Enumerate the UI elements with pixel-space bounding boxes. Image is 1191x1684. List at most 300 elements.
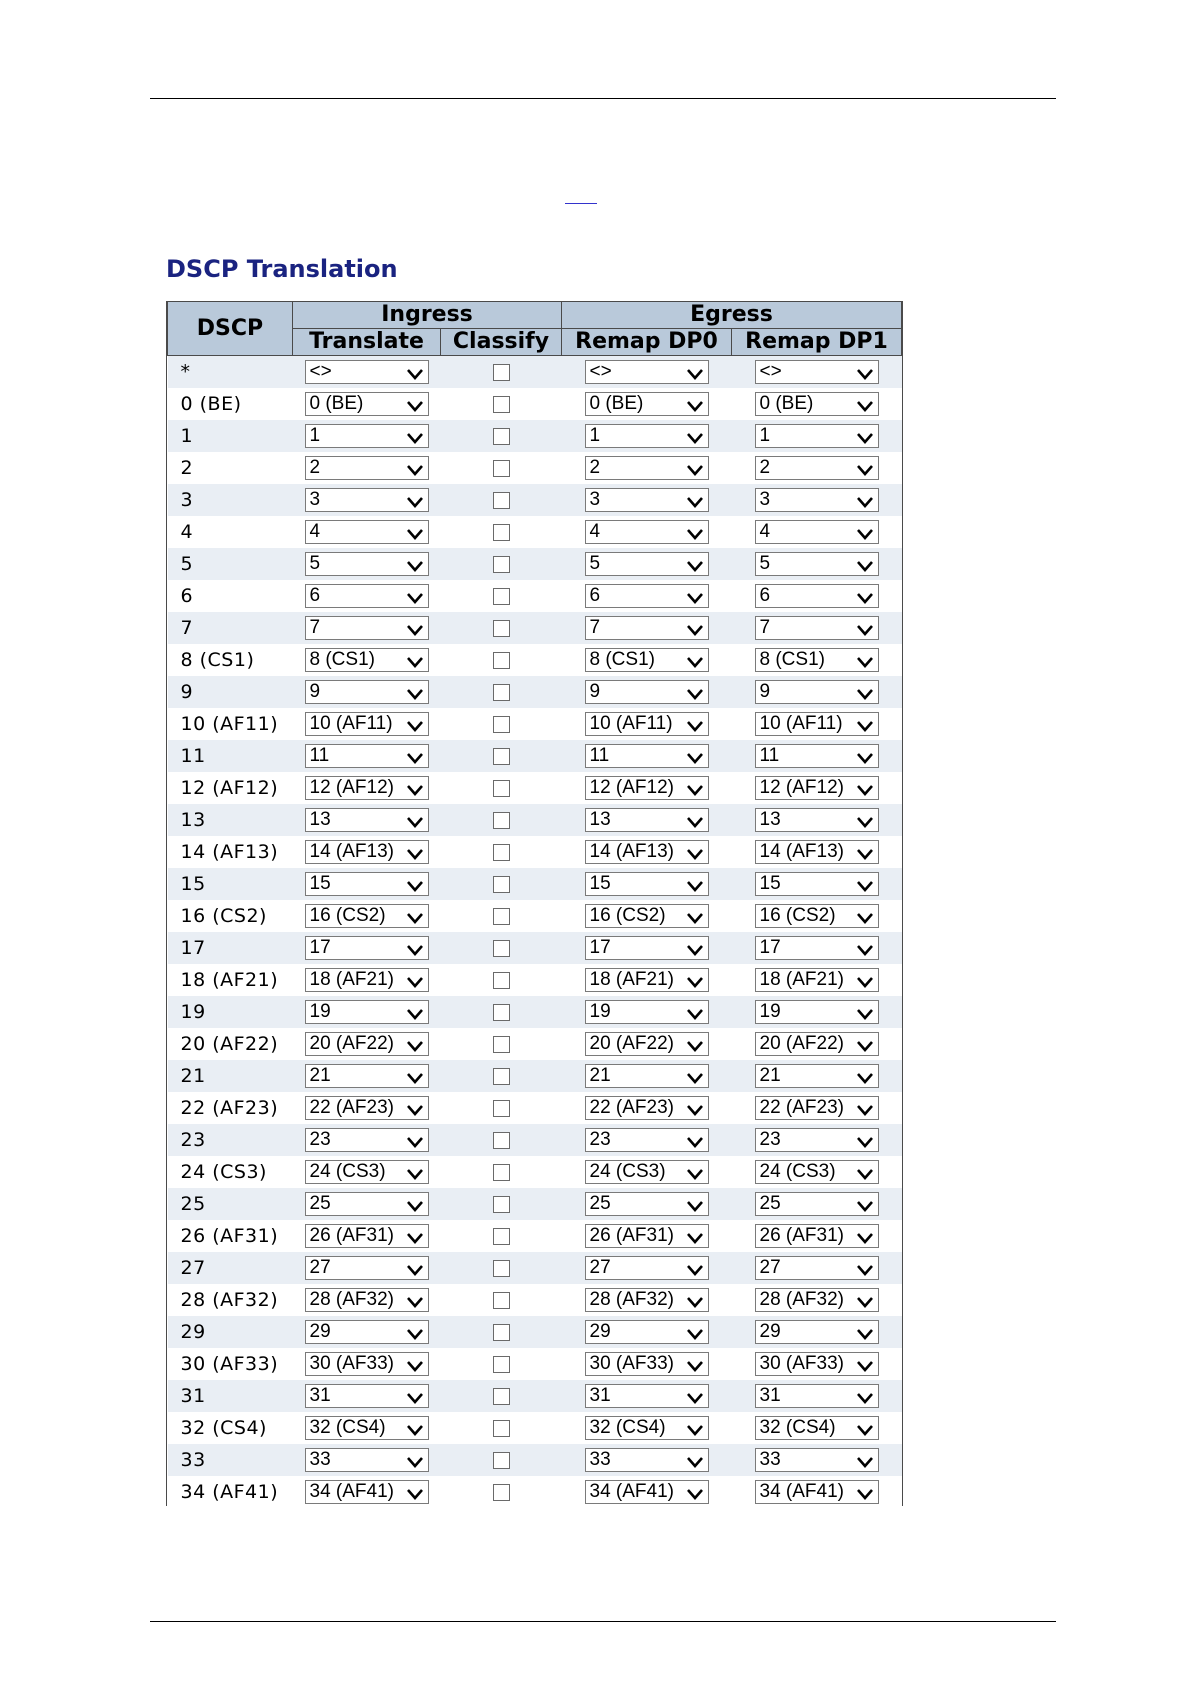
remap-dp0-value: 24 (CS3) xyxy=(589,1161,666,1182)
chevron-down-icon xyxy=(406,460,424,474)
translate-select[interactable] xyxy=(305,1192,429,1216)
chevron-down-icon xyxy=(686,812,704,826)
remap-dp0-cell xyxy=(562,612,732,644)
remap-dp0-select[interactable] xyxy=(585,1416,709,1440)
classify-checkbox[interactable] xyxy=(493,1132,510,1149)
remap-dp1-select[interactable] xyxy=(755,936,879,960)
remap-dp0-cell xyxy=(562,708,732,740)
remap-dp0-select[interactable] xyxy=(585,776,709,800)
translate-select[interactable] xyxy=(305,360,429,384)
translate-value: 0 (BE) xyxy=(309,393,364,414)
translate-select[interactable] xyxy=(305,1224,429,1248)
classify-checkbox[interactable] xyxy=(493,876,510,893)
translate-select[interactable] xyxy=(305,1384,429,1408)
remap-dp0-select[interactable] xyxy=(585,1064,709,1088)
remap-dp1-select[interactable] xyxy=(755,1224,879,1248)
remap-dp1-select[interactable] xyxy=(755,712,879,736)
remap-dp1-value: 12 (AF12) xyxy=(759,777,844,798)
remap-dp0-cell xyxy=(562,1092,732,1124)
dscp-label: 32 (CS4) xyxy=(168,1412,293,1444)
dscp-label: 16 (CS2) xyxy=(168,900,293,932)
remap-dp1-select[interactable] xyxy=(755,616,879,640)
translate-cell xyxy=(293,1092,441,1124)
table-row xyxy=(168,932,902,964)
translate-select[interactable] xyxy=(305,1352,429,1376)
chevron-down-icon xyxy=(856,1196,874,1210)
remap-dp0-value: 33 xyxy=(589,1449,611,1470)
remap-dp1-cell xyxy=(732,1316,902,1348)
remap-dp0-value: 32 (CS4) xyxy=(589,1417,666,1438)
translate-select[interactable] xyxy=(305,1416,429,1440)
chevron-down-icon xyxy=(856,620,874,634)
remap-dp0-select[interactable] xyxy=(585,968,709,992)
table-row xyxy=(168,1476,902,1506)
remap-dp1-value: 8 (CS1) xyxy=(759,649,825,670)
table-row xyxy=(168,1380,902,1412)
classify-checkbox[interactable] xyxy=(493,396,510,413)
remap-dp1-value: 26 (AF31) xyxy=(759,1225,844,1246)
remap-dp0-cell xyxy=(562,484,732,516)
remap-dp0-cell xyxy=(562,1252,732,1284)
table-row xyxy=(168,516,902,548)
classify-cell xyxy=(441,900,562,932)
remap-dp1-value: 14 (AF13) xyxy=(759,841,844,862)
classify-checkbox[interactable] xyxy=(493,1356,510,1373)
header-rule xyxy=(150,98,1056,99)
remap-dp0-value: 0 (BE) xyxy=(589,393,644,414)
table-row xyxy=(168,900,902,932)
classify-checkbox[interactable] xyxy=(493,364,510,381)
table-row xyxy=(168,708,902,740)
classify-checkbox[interactable] xyxy=(493,1484,510,1501)
remap-dp0-cell xyxy=(562,1444,732,1476)
remap-dp1-value: <> xyxy=(759,361,782,382)
header-egress: Egress xyxy=(562,302,902,329)
remap-dp0-select[interactable] xyxy=(585,1448,709,1472)
remap-dp0-value: 26 (AF31) xyxy=(589,1225,674,1246)
chevron-down-icon xyxy=(406,876,424,890)
classify-cell xyxy=(441,836,562,868)
translate-select[interactable] xyxy=(305,744,429,768)
chevron-down-icon xyxy=(856,940,874,954)
classify-checkbox[interactable] xyxy=(493,972,510,989)
classify-cell xyxy=(441,548,562,580)
remap-dp0-cell xyxy=(562,1028,732,1060)
chevron-down-icon xyxy=(406,1004,424,1018)
remap-dp0-select[interactable] xyxy=(585,1256,709,1280)
remap-dp1-select[interactable] xyxy=(755,1128,879,1152)
dscp-label: 11 xyxy=(168,740,293,772)
chevron-down-icon xyxy=(406,652,424,666)
remap-dp0-select[interactable] xyxy=(585,936,709,960)
remap-dp1-cell xyxy=(732,996,902,1028)
classify-checkbox[interactable] xyxy=(493,1292,510,1309)
chevron-down-icon xyxy=(406,396,424,410)
remap-dp1-select[interactable] xyxy=(755,872,879,896)
remap-dp1-select[interactable] xyxy=(755,968,879,992)
remap-dp1-select[interactable] xyxy=(755,1032,879,1056)
classify-checkbox[interactable] xyxy=(493,1452,510,1469)
translate-select[interactable] xyxy=(305,1032,429,1056)
dscp-label: 31 xyxy=(168,1380,293,1412)
remap-dp1-select[interactable] xyxy=(755,1256,879,1280)
translate-select[interactable] xyxy=(305,616,429,640)
remap-dp0-select[interactable] xyxy=(585,680,709,704)
classify-checkbox[interactable] xyxy=(493,940,510,957)
translate-select[interactable] xyxy=(305,936,429,960)
classify-checkbox[interactable] xyxy=(493,1260,510,1277)
chevron-down-icon xyxy=(686,1324,704,1338)
remap-dp1-select[interactable] xyxy=(755,488,879,512)
chevron-down-icon xyxy=(686,780,704,794)
remap-dp0-select[interactable] xyxy=(585,1096,709,1120)
remap-dp0-select[interactable] xyxy=(585,712,709,736)
translate-select[interactable] xyxy=(305,552,429,576)
translate-value: 25 xyxy=(309,1193,331,1214)
chevron-down-icon xyxy=(856,780,874,794)
table-row xyxy=(168,964,902,996)
remap-dp1-cell xyxy=(732,1444,902,1476)
classify-checkbox[interactable] xyxy=(493,1068,510,1085)
translate-select[interactable] xyxy=(305,1128,429,1152)
remap-dp0-select[interactable] xyxy=(585,744,709,768)
chevron-down-icon xyxy=(856,1356,874,1370)
remap-dp0-select[interactable] xyxy=(585,552,709,576)
classify-cell xyxy=(441,804,562,836)
classify-cell xyxy=(441,868,562,900)
remap-dp1-select[interactable] xyxy=(755,808,879,832)
classify-checkbox[interactable] xyxy=(493,716,510,733)
classify-cell xyxy=(441,996,562,1028)
remap-dp1-cell xyxy=(732,836,902,868)
classify-checkbox[interactable] xyxy=(493,908,510,925)
translate-value: 31 xyxy=(309,1385,331,1406)
translate-select[interactable] xyxy=(305,424,429,448)
remap-dp1-select[interactable] xyxy=(755,1064,879,1088)
chevron-down-icon xyxy=(406,812,424,826)
chevron-down-icon xyxy=(856,1004,874,1018)
classify-cell xyxy=(441,1284,562,1316)
remap-dp0-select[interactable] xyxy=(585,1160,709,1184)
remap-dp1-value: 0 (BE) xyxy=(759,393,814,414)
remap-dp0-select[interactable] xyxy=(585,520,709,544)
remap-dp0-select[interactable] xyxy=(585,1288,709,1312)
classify-checkbox[interactable] xyxy=(493,1420,510,1437)
translate-value: 5 xyxy=(309,553,321,574)
remap-dp1-select[interactable] xyxy=(755,1480,879,1504)
classify-checkbox[interactable] xyxy=(493,748,510,765)
remap-dp1-select[interactable] xyxy=(755,520,879,544)
remap-dp1-cell xyxy=(732,772,902,804)
remap-dp1-select[interactable] xyxy=(755,456,879,480)
classify-checkbox[interactable] xyxy=(493,556,510,573)
remap-dp1-select[interactable] xyxy=(755,1288,879,1312)
translate-select[interactable] xyxy=(305,456,429,480)
chevron-down-icon xyxy=(406,780,424,794)
remap-dp1-value: 31 xyxy=(759,1385,781,1406)
classify-cell xyxy=(441,484,562,516)
table-row xyxy=(168,612,902,644)
classify-checkbox[interactable] xyxy=(493,460,510,477)
remap-dp1-select[interactable] xyxy=(755,648,879,672)
classify-checkbox[interactable] xyxy=(493,812,510,829)
table-row xyxy=(168,676,902,708)
translate-cell xyxy=(293,644,441,676)
remap-dp0-select[interactable] xyxy=(585,904,709,928)
translate-cell xyxy=(293,1124,441,1156)
remap-dp0-value: 5 xyxy=(589,553,601,574)
classify-cell xyxy=(441,1124,562,1156)
remap-dp1-value: 30 (AF33) xyxy=(759,1353,844,1374)
translate-select[interactable] xyxy=(305,1064,429,1088)
chevron-down-icon xyxy=(406,940,424,954)
remap-dp0-value: 19 xyxy=(589,1001,611,1022)
classify-cell xyxy=(441,1028,562,1060)
header-classify: Classify xyxy=(441,329,562,356)
remap-dp1-select[interactable] xyxy=(755,360,879,384)
remap-dp1-select[interactable] xyxy=(755,1320,879,1344)
chevron-down-icon xyxy=(686,1452,704,1466)
translate-select[interactable] xyxy=(305,584,429,608)
dscp-label: 17 xyxy=(168,932,293,964)
classify-checkbox[interactable] xyxy=(493,428,510,445)
remap-dp0-select[interactable] xyxy=(585,1128,709,1152)
remap-dp1-select[interactable] xyxy=(755,392,879,416)
page-title: DSCP Translation xyxy=(166,255,398,283)
table-row xyxy=(168,1220,902,1252)
classify-checkbox[interactable] xyxy=(493,620,510,637)
translate-select[interactable] xyxy=(305,840,429,864)
translate-select[interactable] xyxy=(305,648,429,672)
remap-dp1-select[interactable] xyxy=(755,904,879,928)
classify-checkbox[interactable] xyxy=(493,844,510,861)
footer-rule xyxy=(150,1621,1056,1622)
classify-checkbox[interactable] xyxy=(493,1388,510,1405)
remap-dp1-select[interactable] xyxy=(755,1160,879,1184)
remap-dp1-select[interactable] xyxy=(755,584,879,608)
translate-select[interactable] xyxy=(305,1448,429,1472)
chevron-down-icon xyxy=(686,1484,704,1498)
remap-dp1-select[interactable] xyxy=(755,1000,879,1024)
remap-dp1-value: 6 xyxy=(759,585,771,606)
dscp-label: 34 (AF41) xyxy=(168,1476,293,1506)
chevron-down-icon xyxy=(686,524,704,538)
table-row xyxy=(168,388,902,420)
remap-dp0-select[interactable] xyxy=(585,1032,709,1056)
remap-dp1-cell xyxy=(732,1412,902,1444)
chevron-down-icon xyxy=(686,396,704,410)
translate-cell xyxy=(293,1316,441,1348)
chevron-down-icon xyxy=(686,1004,704,1018)
translate-value: 18 (AF21) xyxy=(309,969,394,990)
remap-dp0-select[interactable] xyxy=(585,1000,709,1024)
translate-select[interactable] xyxy=(305,1320,429,1344)
translate-value: 1 xyxy=(309,425,321,446)
chevron-down-icon xyxy=(406,1356,424,1370)
translate-select[interactable] xyxy=(305,392,429,416)
classify-checkbox[interactable] xyxy=(493,1004,510,1021)
chevron-down-icon xyxy=(856,428,874,442)
classify-cell xyxy=(441,1060,562,1092)
classify-checkbox[interactable] xyxy=(493,780,510,797)
translate-select[interactable] xyxy=(305,872,429,896)
remap-dp1-select[interactable] xyxy=(755,840,879,864)
translate-select[interactable] xyxy=(305,520,429,544)
remap-dp0-select[interactable] xyxy=(585,456,709,480)
remap-dp0-select[interactable] xyxy=(585,840,709,864)
dscp-label: 20 (AF22) xyxy=(168,1028,293,1060)
chevron-down-icon xyxy=(406,972,424,986)
remap-dp0-cell xyxy=(562,804,732,836)
translate-cell xyxy=(293,1476,441,1506)
remap-dp1-select[interactable] xyxy=(755,680,879,704)
remap-dp1-select[interactable] xyxy=(755,1096,879,1120)
remap-dp0-value: 34 (AF41) xyxy=(589,1481,674,1502)
chevron-down-icon xyxy=(686,684,704,698)
translate-select[interactable] xyxy=(305,712,429,736)
translate-select[interactable] xyxy=(305,680,429,704)
remap-dp1-value: 5 xyxy=(759,553,771,574)
table-row xyxy=(168,804,902,836)
classify-checkbox[interactable] xyxy=(493,492,510,509)
chevron-down-icon xyxy=(406,1228,424,1242)
classify-cell xyxy=(441,1476,562,1506)
remap-dp0-select[interactable] xyxy=(585,360,709,384)
translate-select[interactable] xyxy=(305,968,429,992)
remap-dp0-select[interactable] xyxy=(585,1192,709,1216)
remap-dp1-cell xyxy=(732,1476,902,1506)
remap-dp0-select[interactable] xyxy=(585,1352,709,1376)
chevron-down-icon xyxy=(406,620,424,634)
remap-dp1-select[interactable] xyxy=(755,424,879,448)
remap-dp0-cell xyxy=(562,1060,732,1092)
remap-dp1-value: 25 xyxy=(759,1193,781,1214)
chevron-down-icon xyxy=(686,556,704,570)
remap-dp1-select[interactable] xyxy=(755,1192,879,1216)
remap-dp0-select[interactable] xyxy=(585,808,709,832)
dscp-label: 27 xyxy=(168,1252,293,1284)
chevron-down-icon xyxy=(856,1068,874,1082)
remap-dp0-select[interactable] xyxy=(585,1320,709,1344)
remap-dp0-value: 31 xyxy=(589,1385,611,1406)
classify-checkbox[interactable] xyxy=(493,1100,510,1117)
classify-checkbox[interactable] xyxy=(493,1036,510,1053)
dscp-label: 4 xyxy=(168,516,293,548)
chevron-down-icon xyxy=(406,556,424,570)
chevron-down-icon xyxy=(406,1036,424,1050)
remap-dp0-value: 11 xyxy=(589,745,610,766)
translate-cell xyxy=(293,580,441,612)
translate-select[interactable] xyxy=(305,1256,429,1280)
remap-dp0-value: 27 xyxy=(589,1257,611,1278)
dscp-label: 21 xyxy=(168,1060,293,1092)
remap-dp1-value: 4 xyxy=(759,521,771,542)
remap-dp0-select[interactable] xyxy=(585,872,709,896)
remap-dp1-value: 11 xyxy=(759,745,780,766)
chevron-down-icon xyxy=(856,876,874,890)
remap-dp0-select[interactable] xyxy=(585,584,709,608)
chevron-down-icon xyxy=(856,1388,874,1402)
remap-dp1-select[interactable] xyxy=(755,744,879,768)
remap-dp0-value: 23 xyxy=(589,1129,611,1150)
remap-dp0-value: 25 xyxy=(589,1193,611,1214)
header-translate: Translate xyxy=(293,329,441,356)
remap-dp1-select[interactable] xyxy=(755,1352,879,1376)
translate-select[interactable] xyxy=(305,1288,429,1312)
remap-dp1-select[interactable] xyxy=(755,1384,879,1408)
translate-select[interactable] xyxy=(305,1160,429,1184)
remap-dp1-cell xyxy=(732,932,902,964)
chevron-down-icon xyxy=(856,1132,874,1146)
remap-dp0-select[interactable] xyxy=(585,648,709,672)
remap-dp0-select[interactable] xyxy=(585,488,709,512)
remap-dp0-select[interactable] xyxy=(585,424,709,448)
translate-value: 21 xyxy=(309,1065,331,1086)
chevron-down-icon xyxy=(856,460,874,474)
translate-select[interactable] xyxy=(305,488,429,512)
table-row xyxy=(168,644,902,676)
header-remap-dp0: Remap DP0 xyxy=(562,329,732,356)
remap-dp1-select[interactable] xyxy=(755,552,879,576)
remap-dp0-select[interactable] xyxy=(585,1224,709,1248)
classify-checkbox[interactable] xyxy=(493,1164,510,1181)
remap-dp0-value: 28 (AF32) xyxy=(589,1289,674,1310)
remap-dp0-value: 2 xyxy=(589,457,601,478)
remap-dp1-value: 17 xyxy=(759,937,781,958)
chevron-down-icon xyxy=(686,1164,704,1178)
remap-dp1-cell xyxy=(732,900,902,932)
header-ingress: Ingress xyxy=(293,302,562,329)
remap-dp1-value: 23 xyxy=(759,1129,781,1150)
remap-dp0-select[interactable] xyxy=(585,1384,709,1408)
translate-select[interactable] xyxy=(305,776,429,800)
chevron-down-icon xyxy=(406,1420,424,1434)
chevron-down-icon xyxy=(856,844,874,858)
remap-dp1-select[interactable] xyxy=(755,776,879,800)
chevron-down-icon xyxy=(406,1452,424,1466)
remap-dp0-select[interactable] xyxy=(585,616,709,640)
classify-checkbox[interactable] xyxy=(493,1196,510,1213)
remap-dp0-value: 18 (AF21) xyxy=(589,969,674,990)
chevron-down-icon xyxy=(406,524,424,538)
remap-dp1-select[interactable] xyxy=(755,1448,879,1472)
chevron-down-icon xyxy=(856,1420,874,1434)
classify-checkbox[interactable] xyxy=(493,588,510,605)
remap-dp0-select[interactable] xyxy=(585,392,709,416)
translate-cell xyxy=(293,612,441,644)
translate-select[interactable] xyxy=(305,1096,429,1120)
classify-checkbox[interactable] xyxy=(493,1228,510,1245)
translate-cell xyxy=(293,1444,441,1476)
remap-dp1-cell xyxy=(732,1348,902,1380)
classify-cell xyxy=(441,420,562,452)
remap-dp0-select[interactable] xyxy=(585,1480,709,1504)
translate-value: 30 (AF33) xyxy=(309,1353,394,1374)
translate-value: 32 (CS4) xyxy=(309,1417,386,1438)
remap-dp0-cell xyxy=(562,1220,732,1252)
remap-dp1-value: 21 xyxy=(759,1065,781,1086)
dscp-label: * xyxy=(168,356,293,389)
translate-select[interactable] xyxy=(305,1000,429,1024)
remap-dp1-select[interactable] xyxy=(755,1416,879,1440)
classify-checkbox[interactable] xyxy=(493,1324,510,1341)
classify-checkbox[interactable] xyxy=(493,684,510,701)
translate-select[interactable] xyxy=(305,808,429,832)
classify-checkbox[interactable] xyxy=(493,652,510,669)
translate-select[interactable] xyxy=(305,904,429,928)
classify-checkbox[interactable] xyxy=(493,524,510,541)
translate-select[interactable] xyxy=(305,1480,429,1504)
